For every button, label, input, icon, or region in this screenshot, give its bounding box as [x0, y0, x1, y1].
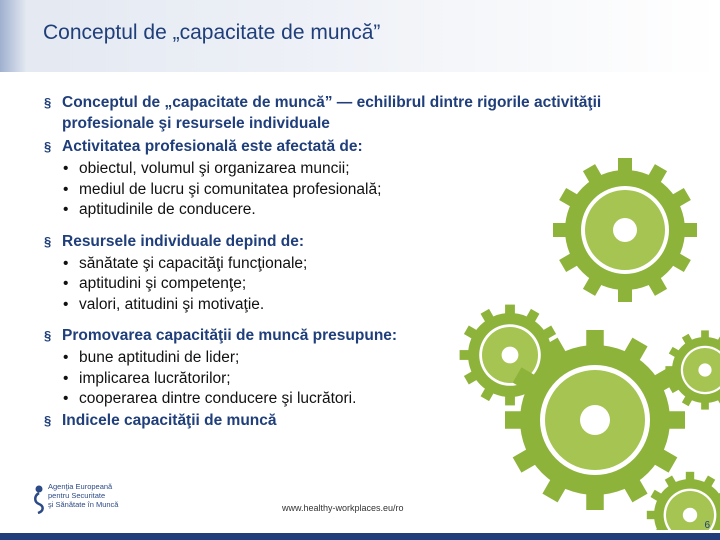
sub-bullet [44, 159, 644, 180]
bullet-text: Conceptul de „capacitate de muncă” — echilibrul dintre rigorile activităţii profesionale şi resursele individuale [62, 94, 602, 132]
sub-bullet [44, 369, 644, 390]
sub-bullet-text: aptitudinile de conducere. [79, 201, 256, 218]
bullet-text: Resursele individuale depind de: [62, 232, 305, 250]
sub-bullet [44, 200, 644, 221]
footer-bar [0, 533, 720, 540]
bullet-marker: § [44, 139, 52, 154]
bullet-marker: § [44, 233, 52, 249]
bullet-marker: § [44, 95, 52, 110]
bullet-text: Indicele capacităţii de muncă [62, 411, 277, 429]
sub-bullet-text: valori, atitudini şi motivaţie. [79, 295, 265, 313]
logo-line: şi Sănătate în Muncă [48, 500, 119, 509]
sub-bullet-marker: • [63, 275, 69, 292]
page-number: 6 [704, 520, 710, 531]
slide-title: Conceptul de „capacitate de muncă” [43, 21, 381, 44]
agency-logo-text [48, 482, 118, 509]
logo-line: pentru Securitate [48, 491, 106, 500]
logo-line: Agenţia Europeană [48, 482, 113, 491]
bullet-item [44, 410, 644, 431]
sub-bullet-text: mediul de lucru şi comunitatea profesională; [79, 180, 382, 198]
sub-bullet-marker: • [63, 254, 69, 272]
sub-bullet-text: cooperarea dintre conducere şi lucrători. [79, 390, 357, 407]
bullet-item [44, 136, 644, 157]
bullet-item [44, 325, 644, 346]
sub-bullet [44, 254, 644, 275]
sub-bullet-text: bune aptitudini de lider; [79, 349, 240, 366]
sub-bullet-text: sănătate şi capacităţi funcţionale; [79, 254, 308, 272]
sub-bullet-text: implicarea lucrătorilor; [79, 369, 231, 387]
sub-bullet-marker: • [63, 160, 69, 177]
sub-bullet-marker: • [63, 201, 69, 218]
sub-bullet-text: aptitudini şi competenţe; [79, 275, 247, 292]
sub-bullet-marker: • [63, 295, 69, 313]
sub-bullet-marker: • [63, 369, 69, 387]
bullet-marker: § [44, 412, 52, 428]
footer-url: www.healthy-workplaces.eu/ro [282, 503, 404, 513]
bullet-item [44, 92, 644, 134]
sub-bullet-marker: • [63, 390, 69, 407]
sub-bullet-text: obiectul, volumul şi organizarea muncii; [79, 160, 350, 177]
sub-bullet-marker: • [63, 180, 69, 198]
slide-body [44, 92, 644, 433]
sub-bullet [44, 295, 644, 316]
sub-bullet-marker: • [63, 349, 69, 366]
agency-logo [32, 482, 119, 516]
sub-bullet [44, 389, 644, 410]
bullet-marker: § [44, 328, 52, 343]
sub-bullet [44, 348, 644, 369]
bullet-text: Activitatea profesională este afectată de: [62, 138, 363, 155]
bullet-item [44, 231, 644, 252]
bullet-text: Promovarea capacităţii de muncă presupune: [62, 327, 398, 344]
sub-bullet [44, 274, 644, 295]
agency-logo-icon [32, 484, 46, 514]
sub-bullet [44, 180, 644, 201]
